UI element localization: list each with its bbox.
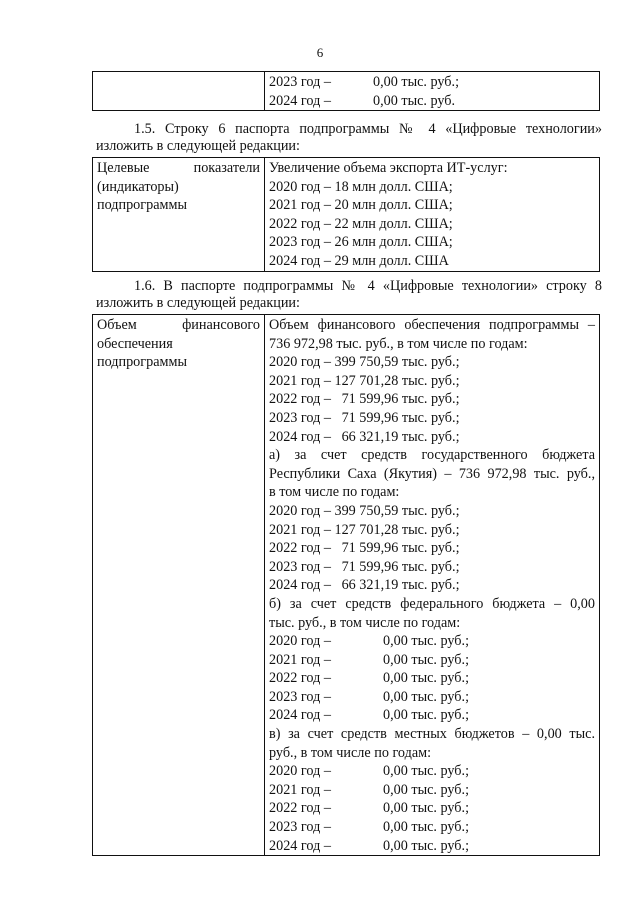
funding-b-year-line — [269, 632, 595, 651]
funding-a-line1: а) за счет средств государственного бюджета — [269, 447, 595, 464]
year-label: 2020 год – — [269, 763, 331, 780]
funding-a-line2: Республики Саха (Якутия) – 736 972,98 тыс. руб., — [269, 465, 595, 482]
indicator-line: 2020 год – 18 млн долл. США; — [269, 178, 453, 195]
funding-total-year-line: 2023 год – 71 599,96 тыс. руб.; — [269, 409, 460, 426]
page-number: 6 — [316, 45, 324, 60]
year-label: 2021 год – — [269, 651, 331, 668]
funding-label-line3: подпрограммы — [97, 354, 187, 371]
funding-a-year-line: 2022 год – 71 599,96 тыс. руб.; — [269, 540, 460, 557]
amount-value: 0,00 тыс. руб.; — [383, 707, 470, 724]
amount-value: 0,00 тыс. руб.; — [383, 800, 470, 817]
amount-value: 0,00 тыс. руб.; — [383, 651, 470, 668]
amount-value: 0,00 тыс. руб. — [373, 92, 456, 109]
year-label: 2023 год – — [269, 819, 331, 836]
indicators-value-cell — [265, 158, 600, 272]
amount-value: 0,00 тыс. руб.; — [383, 837, 470, 854]
funding-b-line2: тыс. руб., в том числе по годам: — [269, 614, 461, 631]
funding-year-line — [269, 73, 595, 92]
table1-left-cell — [93, 72, 265, 111]
indicators-label-word1: Целевые — [97, 160, 150, 176]
funding-a-line3: в том числе по годам: — [269, 484, 400, 501]
funding-b-year-line — [269, 669, 595, 688]
amount-value: 0,00 тыс. руб.; — [383, 819, 470, 836]
funding-table-continuation — [92, 71, 600, 111]
indicator-line: 2024 год – 29 млн долл. США — [269, 252, 449, 269]
year-label: 2023 год – — [269, 688, 331, 705]
funding-b-year-line — [269, 651, 595, 670]
paragraph-1-6-line1: 1.6. В паспорте подпрограммы № 4 «Цифровые технологии» строку 8 — [134, 278, 602, 294]
year-label: 2023 год – — [269, 74, 331, 90]
funding-label-word1: Объем — [97, 317, 137, 333]
funding-b-year-line — [269, 706, 595, 725]
funding-c-year-line — [269, 762, 595, 781]
funding-a-year-line: 2024 год – 66 321,19 тыс. руб.; — [269, 577, 460, 594]
paragraph-1-6-line2: изложить в следующей редакции: — [96, 295, 300, 311]
table1-right-cell — [265, 72, 600, 111]
funding-label-word2: финансового — [182, 317, 260, 333]
funding-label-cell — [93, 315, 265, 856]
year-label: 2021 год – — [269, 781, 331, 798]
amount-value: 0,00 тыс. руб.; — [373, 74, 460, 90]
year-label: 2022 год – — [269, 670, 331, 687]
funding-total-year-line: 2020 год – 399 750,59 тыс. руб.; — [269, 354, 460, 371]
indicators-label-line3: подпрограммы — [97, 197, 187, 214]
funding-c-year-line — [269, 781, 595, 800]
paragraph-1-5 — [96, 121, 602, 155]
funding-c-line2: руб., в том числе по годам: — [269, 744, 432, 761]
indicator-line: Увеличение объема экспорта ИТ-услуг: — [269, 160, 508, 176]
funding-c-year-line — [269, 837, 595, 856]
funding-total-line1: Объем финансового обеспечения подпрограммы – — [269, 317, 595, 333]
indicator-line: 2021 год – 20 млн долл. США; — [269, 197, 453, 214]
amount-value: 0,00 тыс. руб.; — [383, 688, 470, 705]
funding-total-line2: 736 972,98 тыс. руб., в том числе по годам: — [269, 335, 528, 352]
indicators-label-cell — [93, 158, 265, 272]
funding-label-line2: обеспечения — [97, 335, 173, 352]
indicator-line: 2023 год – 26 млн долл. США; — [269, 234, 453, 251]
indicators-label-line2: (индикаторы) — [97, 178, 179, 195]
funding-value-cell — [265, 315, 600, 856]
funding-c-year-line — [269, 799, 595, 818]
paragraph-1-5-line1: 1.5. Строку 6 паспорта подпрограммы № 4 «Цифровые технологии» — [134, 121, 602, 137]
funding-total-year-line: 2024 год – 66 321,19 тыс. руб.; — [269, 428, 460, 445]
indicators-table — [92, 157, 600, 272]
funding-total-year-line: 2021 год – 127 701,28 тыс. руб.; — [269, 372, 460, 389]
funding-c-year-line — [269, 818, 595, 837]
amount-value: 0,00 тыс. руб.; — [383, 763, 470, 780]
amount-value: 0,00 тыс. руб.; — [383, 781, 470, 798]
paragraph-1-5-line2: изложить в следующей редакции: — [96, 138, 300, 154]
funding-year-line — [269, 92, 595, 111]
funding-c-line1: в) за счет средств местных бюджетов – 0,00 тыс. — [269, 726, 595, 743]
year-label: 2020 год – — [269, 633, 331, 650]
year-label: 2024 год – — [269, 707, 331, 724]
funding-a-year-line: 2021 год – 127 701,28 тыс. руб.; — [269, 521, 460, 538]
year-label: 2024 год – — [269, 837, 331, 854]
funding-table — [92, 314, 600, 856]
funding-b-line1: б) за счет средств федерального бюджета – 0,00 — [269, 595, 595, 612]
funding-b-year-line — [269, 688, 595, 707]
indicators-label-word2: показатели — [193, 160, 260, 176]
year-label: 2024 год – — [269, 92, 331, 109]
amount-value: 0,00 тыс. руб.; — [383, 633, 470, 650]
year-label: 2022 год – — [269, 800, 331, 817]
funding-a-year-line: 2023 год – 71 599,96 тыс. руб.; — [269, 558, 460, 575]
indicator-line: 2022 год – 22 млн долл. США; — [269, 215, 453, 232]
paragraph-1-6 — [96, 278, 602, 312]
amount-value: 0,00 тыс. руб.; — [383, 670, 470, 687]
funding-total-year-line: 2022 год – 71 599,96 тыс. руб.; — [269, 391, 460, 408]
funding-a-year-line: 2020 год – 399 750,59 тыс. руб.; — [269, 502, 460, 519]
